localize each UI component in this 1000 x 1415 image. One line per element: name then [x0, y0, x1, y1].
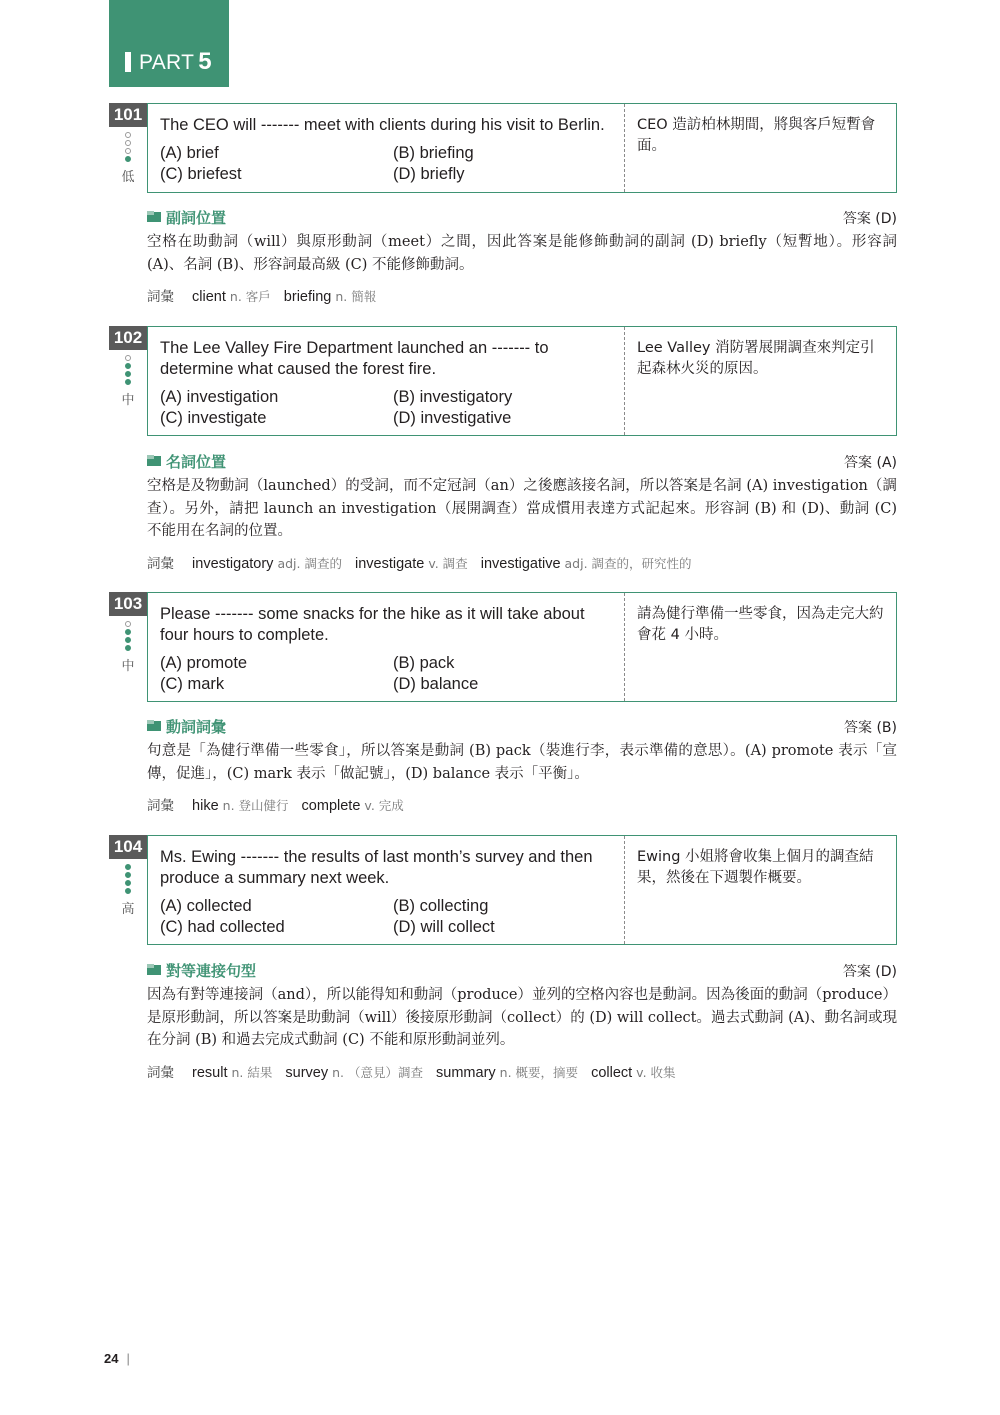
difficulty-dot	[125, 621, 131, 627]
question-number: 101	[109, 103, 147, 127]
option-a: (A) investigation	[160, 388, 279, 406]
question-box	[147, 592, 897, 702]
answer-key: 答案 (A)	[844, 455, 897, 471]
difficulty-dot	[125, 132, 131, 138]
answer-options	[160, 653, 612, 695]
grammar-topic: 名詞位置	[166, 453, 227, 471]
difficulty-level: 中	[121, 659, 135, 674]
question-english	[148, 327, 624, 440]
vocab-definition: n. 登山健行	[222, 798, 289, 813]
question-box	[147, 103, 897, 193]
explanation-text: 因為有對等連接詞（and），所以能得知和動詞（produce）並列的空格內容也是動詞。因為後面的動詞（produce）是原形動詞，所以答案是助動詞（will）後接原形動詞（collect）的 (D) will collect。過去式動詞 (A)、動名詞或現在分詞 (B) 和過去完成式動詞 (C) 不能和原形動詞並列。	[147, 987, 897, 1048]
option-c: (C) had collected	[160, 918, 285, 936]
difficulty-dot-filled	[125, 864, 131, 870]
option-c: (C) mark	[160, 675, 225, 693]
explanation-101	[147, 207, 897, 305]
part-header-text	[139, 48, 212, 76]
option-d: (D) balance	[393, 675, 479, 693]
explanation-header	[147, 716, 897, 738]
difficulty-dot-filled	[125, 379, 131, 385]
option-b: (B) collecting	[393, 897, 489, 915]
vocab-word: briefing	[283, 289, 332, 305]
vocab-definition: n. 簡報	[335, 289, 377, 304]
question-number: 104	[109, 835, 147, 859]
vocab-definition: v. 完成	[364, 798, 404, 813]
option-d: (D) investigative	[393, 409, 512, 427]
explanation-103	[147, 716, 897, 814]
vocab-word: survey	[285, 1064, 329, 1081]
part-header-bar	[125, 52, 131, 72]
vocab-definition: adj. 調查的	[277, 555, 342, 571]
vocabulary-line	[147, 794, 897, 814]
vocab-definition: n. 概要，摘要	[499, 1064, 579, 1080]
vocabulary-label: 詞彙	[147, 798, 174, 814]
part-number: 5	[198, 48, 212, 75]
topic-marker-icon	[147, 720, 161, 731]
option-a: (A) collected	[160, 897, 252, 915]
difficulty-dot-filled	[125, 880, 131, 886]
explanation-text: 句意是「為健行準備一些零食」，所以答案是動詞 (B) pack（裝進行李，表示準備的意思）。(A) promote 表示「宣傳，促進」，(C) mark 表示「做記號」，(D) balance 表示「平衡」。	[147, 743, 897, 782]
page-number	[104, 1351, 130, 1366]
grammar-topic: 動詞詞彙	[166, 718, 227, 736]
answer-key: 答案 (D)	[842, 964, 897, 980]
vocab-word: complete	[301, 798, 361, 814]
question-text: The CEO will ------- meet with clients during his visit to Berlin.	[160, 116, 605, 134]
vocabulary-line	[147, 552, 897, 572]
explanation-header	[147, 207, 897, 229]
vocab-definition: adj. 調查的，研究性的	[564, 555, 692, 571]
question-text: The Lee Valley Fire Department launched an ------- to determine what caused the forest fire.	[160, 339, 549, 378]
vocab-word: result	[192, 1064, 228, 1081]
difficulty-dot-filled	[125, 645, 131, 651]
vocabulary-label: 詞彙	[147, 555, 174, 572]
difficulty-level: 高	[121, 902, 135, 917]
vocabulary-label: 詞彙	[147, 289, 174, 305]
question-translation: CEO 造訪柏林期間，將與客戶短暫會面。	[624, 104, 896, 192]
difficulty-dot-filled	[125, 637, 131, 643]
vocab-word: investigative	[480, 555, 561, 572]
difficulty-level: 低	[121, 170, 135, 185]
difficulty-level: 中	[121, 393, 135, 408]
vocab-word: investigate	[354, 555, 425, 572]
difficulty-dot-filled	[125, 872, 131, 878]
question-translation: Lee Valley 消防署展開調查來判定引起森林火災的原因。	[624, 327, 896, 435]
explanation-104	[147, 960, 897, 1081]
question-english	[148, 593, 624, 706]
vocab-definition: v. 調查	[428, 555, 468, 571]
explanation-text: 空格是及物動詞（launched）的受詞，而不定冠詞（an）之後應該接名詞，所以答案是名詞 (A) investigation（調查）。另外，請把 launch an investigation（展開調查）當成慣用表達方式記起來。形容詞 (B) 和 (D)、動詞 (C) 不能用在名詞的位置。	[147, 478, 897, 539]
option-b: (B) pack	[393, 654, 455, 672]
vocab-definition: n. 客戶	[229, 289, 271, 304]
difficulty-dots	[109, 620, 147, 652]
topic-marker-icon	[147, 211, 161, 222]
vocab-definition: n. 結果	[231, 1064, 273, 1080]
question-marker	[109, 592, 147, 674]
difficulty-dot-filled	[125, 156, 131, 162]
question-box	[147, 326, 897, 436]
vocabulary-label: 詞彙	[147, 1064, 174, 1081]
question-translation: Ewing 小姐將會收集上個月的調查結果，然後在下週製作概要。	[624, 836, 896, 944]
vocab-word: summary	[436, 1064, 496, 1081]
question-translation: 請為健行準備一些零食，因為走完大約會花 4 小時。	[624, 593, 896, 701]
vocab-word: hike	[192, 798, 219, 814]
option-a: (A) brief	[160, 144, 219, 162]
question-number: 103	[109, 592, 147, 616]
question-text: Please ------- some snacks for the hike as it will take about four hours to complete.	[160, 605, 585, 644]
difficulty-dots	[109, 354, 147, 386]
difficulty-dots	[109, 131, 147, 163]
grammar-topic: 副詞位置	[166, 209, 227, 227]
explanation-header	[147, 960, 897, 982]
explanation-102	[147, 451, 897, 572]
vocab-word: investigatory	[192, 555, 274, 572]
vocab-definition: v. 收集	[636, 1064, 676, 1080]
explanation-text: 空格在助動詞（will）與原形動詞（meet）之間，因此答案是能修飾動詞的副詞 (D) briefly（短暫地）。形容詞 (A)、名詞 (B)、形容詞最高級 (C) 不能修飾動詞。	[147, 234, 897, 273]
question-english	[148, 836, 624, 949]
vocab-word: client	[192, 289, 226, 305]
difficulty-dot-filled	[125, 629, 131, 635]
vocabulary-line	[147, 285, 897, 305]
answer-options	[160, 387, 612, 429]
option-b: (B) briefing	[393, 144, 474, 162]
question-marker	[109, 835, 147, 917]
page-number-separator: |	[126, 1351, 130, 1366]
part-label: PART	[139, 51, 195, 74]
option-c: (C) briefest	[160, 165, 242, 183]
topic-marker-icon	[147, 964, 161, 975]
part-header-tab	[109, 0, 229, 87]
option-d: (D) briefly	[393, 165, 465, 183]
difficulty-dot	[125, 148, 131, 154]
vocabulary-line	[147, 1061, 897, 1081]
grammar-topic: 對等連接句型	[166, 962, 257, 980]
question-marker	[109, 103, 147, 185]
question-box	[147, 835, 897, 945]
vocab-definition: n. （意見）調查	[332, 1064, 423, 1080]
page-number-value: 24	[104, 1351, 119, 1366]
explanation-header	[147, 451, 897, 473]
option-d: (D) will collect	[393, 918, 495, 936]
difficulty-dot-filled	[125, 371, 131, 377]
difficulty-dot	[125, 140, 131, 146]
option-b: (B) investigatory	[393, 388, 513, 406]
answer-options	[160, 143, 612, 185]
question-text: Ms. Ewing ------- the results of last month’s survey and then produce a summary next week.	[160, 848, 593, 887]
vocab-word: collect	[591, 1064, 633, 1081]
difficulty-dots	[109, 863, 147, 895]
question-english	[148, 104, 624, 196]
answer-key: 答案 (B)	[844, 720, 897, 736]
answer-key: 答案 (D)	[842, 211, 897, 227]
difficulty-dot-filled	[125, 363, 131, 369]
question-marker	[109, 326, 147, 408]
question-number: 102	[109, 326, 147, 350]
option-c: (C) investigate	[160, 409, 267, 427]
difficulty-dot	[125, 355, 131, 361]
topic-marker-icon	[147, 455, 161, 466]
option-a: (A) promote	[160, 654, 248, 672]
answer-options	[160, 896, 612, 938]
difficulty-dot-filled	[125, 888, 131, 894]
